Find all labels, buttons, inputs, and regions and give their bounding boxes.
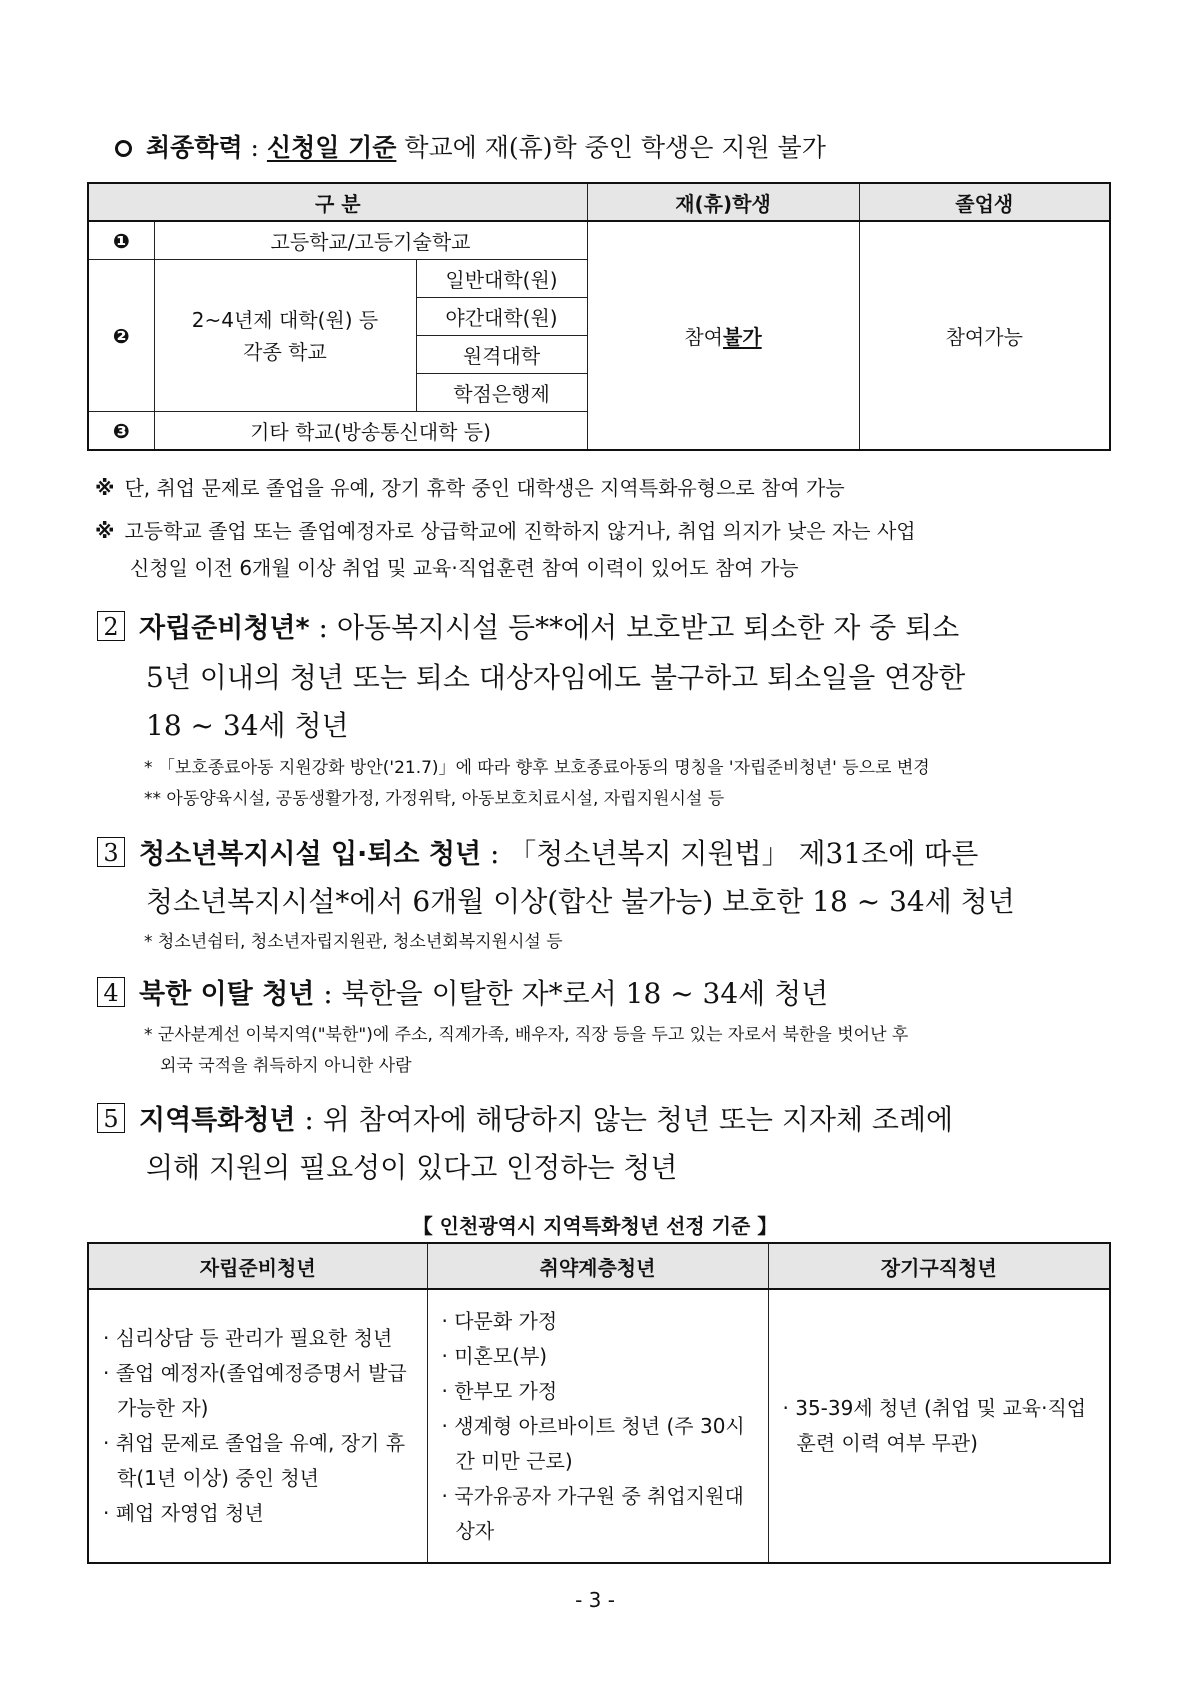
heading-separator: : bbox=[242, 133, 267, 162]
header-long-term-job: 장기구직청년 bbox=[768, 1243, 1110, 1289]
header-vulnerable: 취약계층청년 bbox=[427, 1243, 768, 1289]
row-number: ❷ bbox=[88, 260, 154, 412]
section-2-line2: 5년 이내의 청년 또는 퇴소 대상자임에도 불구하고 퇴소일을 연장한 bbox=[146, 661, 966, 694]
section-number-5: 5 bbox=[97, 1103, 125, 1133]
section-3-line2: 청소년복지시설*에서 6개월 이상(합산 불가능) 보호한 18 ~ 34세 청년 bbox=[146, 885, 1015, 918]
note-2-continued: 신청일 이전 6개월 이상 취업 및 교육·직업훈련 참여 이력이 있어도 참여 가능 bbox=[130, 556, 799, 580]
list-item: · 생계형 아르바이트 청년 (주 30시간 미만 근로) bbox=[441, 1413, 745, 1473]
note-text: 고등학교 졸업 또는 졸업예정자로 상급학교에 진학하지 않거나, 취업 의지가 낮은 자는 사업 bbox=[124, 519, 916, 543]
table-header-row bbox=[88, 1243, 1110, 1289]
graduate-cell: 참여가능 bbox=[859, 221, 1110, 450]
table-row bbox=[88, 1289, 1110, 1563]
list-item: · 한부모 가정 bbox=[441, 1378, 558, 1403]
row-label: 기타 학교(방송통신대학 등) bbox=[154, 412, 587, 451]
section-text: : 북한을 이탈한 자*로서 18 ~ 34세 청년 bbox=[314, 977, 829, 1010]
section-number-2: 2 bbox=[97, 611, 125, 641]
section-3-line1 bbox=[97, 830, 978, 879]
section-5-line2: 의해 지원의 필요성이 있다고 인정하는 청년 bbox=[146, 1151, 678, 1184]
list-item: · 폐업 자영업 청년 bbox=[103, 1501, 264, 1525]
row-label-line2: 각종 학교 bbox=[243, 339, 327, 364]
note-1 bbox=[95, 472, 845, 505]
row-label-line1: 2~4년제 대학(원) 등 bbox=[191, 307, 379, 332]
sub-label: 야간대학(원) bbox=[416, 298, 587, 336]
note-text: 단, 취업 문제로 졸업을 유예, 장기 휴학 중인 대학생은 지역특화유형으로 참여 가능 bbox=[124, 476, 845, 500]
footnote: * 「보호종료아동 지원강화 방안('21.7)」에 따라 향후 보호종료아동의 명칭을 '자립준비청년' 등으로 변경 bbox=[144, 758, 930, 778]
heading-rest: 학교에 재(휴)학 중인 학생은 지원 불가 bbox=[396, 133, 826, 162]
education-label: 최종학력 bbox=[146, 133, 243, 162]
circle-bullet-icon bbox=[115, 140, 132, 157]
criteria-cell-2 bbox=[427, 1289, 768, 1563]
note-2 bbox=[95, 515, 916, 548]
criteria-cell-1 bbox=[88, 1289, 427, 1563]
enrolled-cell bbox=[587, 221, 859, 450]
education-heading bbox=[115, 128, 826, 164]
footnote: 외국 국적을 취득하지 아니한 사람 bbox=[160, 1056, 412, 1076]
header-graduate: 졸업생 bbox=[859, 183, 1110, 221]
header-independence: 자립준비청년 bbox=[88, 1243, 427, 1289]
section-5-line1 bbox=[97, 1096, 953, 1145]
sub-label: 일반대학(원) bbox=[416, 260, 587, 298]
education-table bbox=[87, 182, 1111, 451]
list-item: · 심리상담 등 관리가 필요한 청년 bbox=[103, 1326, 393, 1350]
footnote: * 청소년쉼터, 청소년자립지원관, 청소년회복지원시설 등 bbox=[144, 932, 563, 952]
enrolled-prefix: 참여 bbox=[684, 325, 723, 349]
list-item: · 다문화 가정 bbox=[441, 1308, 558, 1333]
note-mark: ※ bbox=[95, 476, 115, 500]
sub-label: 학점은행제 bbox=[416, 374, 587, 412]
section-number-3: 3 bbox=[97, 837, 125, 867]
incheon-criteria-table bbox=[87, 1242, 1111, 1564]
row-label: 고등학교/고등기술학교 bbox=[154, 221, 587, 260]
list-item: · 35-39세 청년 (취업 및 교육·직업훈련 이력 여부 무관) bbox=[782, 1396, 1087, 1455]
section-2-line1 bbox=[97, 604, 959, 653]
section-title: 지역특화청년 bbox=[139, 1105, 296, 1136]
row-label bbox=[154, 260, 416, 412]
header-enrolled: 재(휴)학생 bbox=[587, 183, 859, 221]
criteria-cell-3 bbox=[768, 1289, 1110, 1563]
page-number: - 3 - bbox=[575, 1588, 615, 1612]
section-text: : 「청소년복지 지원법」 제31조에 따른 bbox=[481, 837, 979, 870]
note-mark: ※ bbox=[95, 519, 115, 543]
table-row bbox=[88, 221, 1110, 260]
list-item: · 국가유공자 가구원 중 취업지원대상자 bbox=[441, 1483, 744, 1543]
section-text: : 위 참여자에 해당하지 않는 청년 또는 지자체 조례에 bbox=[295, 1103, 954, 1136]
footnote: ** 아동양육시설, 공동생활가정, 가정위탁, 아동보호치료시설, 자립지원시설 등 bbox=[144, 789, 725, 809]
row-number: ❶ bbox=[88, 221, 154, 260]
section-title: 자립준비청년* bbox=[139, 613, 310, 644]
section-title: 북한 이탈 청년 bbox=[139, 979, 315, 1010]
table-header-row bbox=[88, 183, 1110, 221]
enrolled-bold: 불가 bbox=[723, 325, 762, 349]
incheon-table-title: 【 인천광역시 지역특화청년 선정 기준 】 bbox=[412, 1214, 778, 1238]
list-item: · 미혼모(부) bbox=[441, 1343, 548, 1368]
section-4-line1 bbox=[97, 970, 828, 1019]
basis-text: 신청일 기준 bbox=[266, 133, 397, 162]
section-text: : 아동복지시설 등**에서 보호받고 퇴소한 자 중 퇴소 bbox=[309, 611, 960, 644]
section-2-line3: 18 ~ 34세 청년 bbox=[146, 709, 349, 742]
section-number-4: 4 bbox=[97, 977, 125, 1007]
header-category: 구 분 bbox=[88, 183, 587, 221]
footnote: * 군사분계선 이북지역("북한")에 주소, 직계가족, 배우자, 직장 등을 두고 있는 자로서 북한을 벗어난 후 bbox=[144, 1025, 909, 1045]
list-item: · 취업 문제로 졸업을 유예, 장기 휴학(1년 이상) 중인 청년 bbox=[103, 1431, 406, 1490]
list-item: · 졸업 예정자(졸업예정증명서 발급 가능한 자) bbox=[103, 1361, 407, 1420]
sub-label: 원격대학 bbox=[416, 336, 587, 374]
row-number: ❸ bbox=[88, 412, 154, 451]
section-title: 청소년복지시설 입·퇴소 청년 bbox=[139, 839, 482, 870]
